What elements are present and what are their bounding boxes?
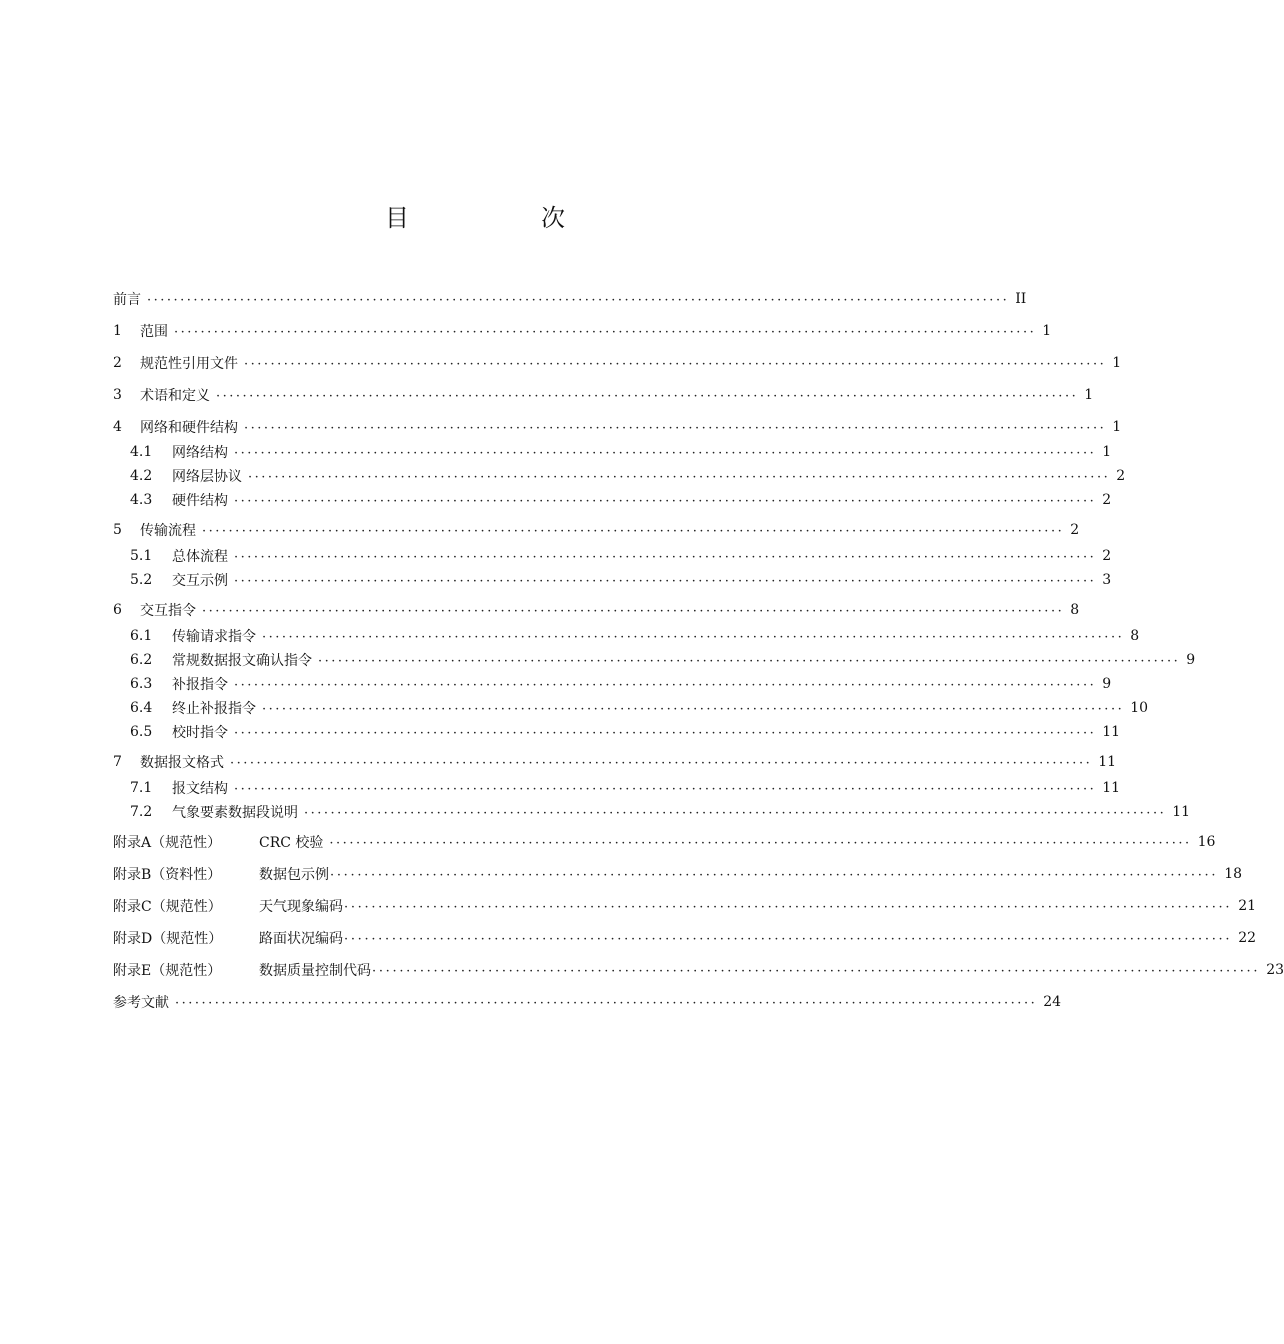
toc-page-number: 2 [1116, 468, 1126, 484]
toc-entry-bibliography[interactable] [113, 990, 1062, 1014]
toc-entry-label: 交互示例 [172, 573, 228, 589]
toc-entry-7-2[interactable] [130, 800, 1191, 824]
toc-leader-dots: ·································································································································· [330, 867, 1219, 883]
toc-page-number: 1 [1102, 444, 1112, 460]
toc-entry-label: 总体流程 [172, 549, 228, 565]
toc-entry-number: 5 [113, 522, 122, 538]
toc-leader-dots: ·································································································································· [234, 493, 1097, 509]
toc-entry-label: 参考文献 [113, 995, 169, 1011]
toc-leader-dots: ·································································································································· [372, 963, 1261, 979]
toc-entry-4[interactable] [113, 415, 1122, 439]
toc-leader-dots: ·································································································································· [175, 995, 1038, 1011]
toc-page-number: 16 [1197, 834, 1216, 850]
toc-page-number: 8 [1130, 628, 1140, 644]
toc-entry-7-1[interactable] [130, 776, 1121, 800]
toc-leader-dots: ·································································································································· [344, 899, 1233, 915]
toc-entry-number: 4.1 [130, 444, 153, 460]
toc-entry-label: 校时指令 [172, 725, 228, 741]
toc-page-number: 9 [1102, 676, 1112, 692]
toc-page-number: 2 [1070, 522, 1080, 538]
toc-leader-dots: ·································································································································· [234, 549, 1097, 565]
toc-entry-label: 数据报文格式 [140, 755, 224, 771]
toc-page-number: 1 [1042, 323, 1052, 339]
toc-page-number: 2 [1102, 492, 1112, 508]
toc-entry-label: 网络和硬件结构 [140, 420, 238, 436]
toc-entry-number: 6 [113, 602, 122, 618]
table-of-contents [113, 0, 1284, 1344]
toc-entry-4-3[interactable] [130, 488, 1112, 512]
toc-entry-number: 7.1 [130, 780, 153, 796]
toc-leader-dots: ·································································································································· [216, 388, 1079, 404]
toc-page-number: II [1015, 291, 1027, 307]
toc-leader-dots: ·································································································································· [304, 805, 1167, 821]
toc-page-number: 23 [1266, 962, 1284, 978]
toc-leader-dots: ·································································································································· [262, 629, 1125, 645]
toc-entry-number: 6.3 [130, 676, 153, 692]
toc-page-number: 2 [1102, 548, 1112, 564]
toc-entry-number: 1 [113, 323, 122, 339]
toc-leader-dots: ·································································································································· [234, 445, 1097, 461]
toc-entry-6-2[interactable] [130, 648, 1196, 672]
toc-entry-appendix-a[interactable] [113, 830, 1216, 854]
toc-entry-6-1[interactable] [130, 624, 1140, 648]
toc-entry-number: 附录A（规范性） [113, 835, 222, 851]
toc-entry-label: 数据质量控制代码 [259, 963, 371, 979]
toc-entry-label: 规范性引用文件 [140, 356, 238, 372]
toc-leader-dots: ·································································································································· [174, 324, 1037, 340]
toc-entry-number: 4 [113, 419, 122, 435]
toc-entry-4-2[interactable] [130, 464, 1126, 488]
toc-entry-number: 4.3 [130, 492, 153, 508]
toc-leader-dots: ·································································································································· [230, 755, 1093, 771]
toc-page-number: 22 [1238, 930, 1257, 946]
toc-entry-3[interactable] [113, 383, 1094, 407]
toc-page-number: 11 [1172, 804, 1191, 820]
toc-entry-label: 气象要素数据段说明 [172, 805, 298, 821]
toc-entry-label: 交互指令 [140, 603, 196, 619]
toc-entry-number: 6.4 [130, 700, 153, 716]
toc-entry-label: 天气现象编码 [259, 899, 343, 915]
toc-leader-dots: ·································································································································· [234, 573, 1097, 589]
toc-entry-number: 6.1 [130, 628, 153, 644]
toc-entry-label: 终止补报指令 [172, 701, 256, 717]
toc-entry-5-2[interactable] [130, 568, 1112, 592]
toc-entry-6-4[interactable] [130, 696, 1149, 720]
toc-page-number: 1 [1112, 419, 1122, 435]
toc-page-number: 18 [1224, 866, 1243, 882]
toc-leader-dots: ·································································································································· [202, 523, 1065, 539]
toc-entry-6-3[interactable] [130, 672, 1112, 696]
toc-entry-label: 补报指令 [172, 677, 228, 693]
toc-leader-dots: ·································································································································· [344, 931, 1233, 947]
toc-page-number: 24 [1043, 994, 1062, 1010]
toc-leader-dots: ·································································································································· [234, 725, 1097, 741]
toc-entry-number: 附录D（规范性） [113, 931, 223, 947]
toc-entry-label: 常规数据报文确认指令 [172, 653, 312, 669]
toc-leader-dots: ·································································································································· [262, 701, 1125, 717]
toc-entry-number: 4.2 [130, 468, 153, 484]
toc-page-number: 3 [1102, 572, 1112, 588]
toc-entry-label: 网络层协议 [172, 469, 242, 485]
toc-entry-7[interactable] [113, 750, 1117, 774]
toc-page-number: 1 [1084, 387, 1094, 403]
toc-entry-5[interactable] [113, 518, 1080, 542]
toc-entry-label: 传输请求指令 [172, 629, 256, 645]
toc-page-number: 9 [1186, 652, 1196, 668]
toc-entry-number: 3 [113, 387, 122, 403]
toc-entry-number: 7.2 [130, 804, 153, 820]
toc-entry-number: 2 [113, 355, 122, 371]
toc-entry-appendix-d[interactable] [113, 926, 1257, 950]
toc-entry-number: 5.2 [130, 572, 153, 588]
toc-entry-appendix-e[interactable] [113, 958, 1284, 982]
toc-entry-number: 6.2 [130, 652, 153, 668]
toc-entry-number: 附录B（资料性） [113, 867, 222, 883]
toc-leader-dots: ·································································································································· [234, 781, 1097, 797]
toc-entry-label: 路面状况编码 [259, 931, 343, 947]
toc-entry-6-5[interactable] [130, 720, 1121, 744]
toc-page-number: 11 [1098, 754, 1117, 770]
toc-entry-appendix-b[interactable] [113, 862, 1243, 886]
toc-entry-label: 硬件结构 [172, 493, 228, 509]
toc-entry-6[interactable] [113, 598, 1080, 622]
toc-entry-number: 附录C（规范性） [113, 899, 222, 915]
toc-leader-dots: ·································································································································· [244, 420, 1107, 436]
toc-entry-foreword[interactable] [113, 287, 1027, 311]
toc-entry-label: 网络结构 [172, 445, 228, 461]
toc-entry-4-1[interactable] [130, 440, 1112, 464]
toc-page-number: 8 [1070, 602, 1080, 618]
page-title: 目 次 [385, 204, 619, 232]
toc-entry-label: 报文结构 [172, 781, 228, 797]
toc-leader-dots: ·································································································································· [234, 677, 1097, 693]
toc-entry-1[interactable] [113, 319, 1052, 343]
toc-leader-dots: ·································································································································· [248, 469, 1111, 485]
toc-page-number: 11 [1102, 780, 1121, 796]
toc-entry-label: 术语和定义 [140, 388, 210, 404]
toc-entry-number: 6.5 [130, 724, 153, 740]
toc-entry-2[interactable] [113, 351, 1122, 375]
toc-entry-number: 附录E（规范性） [113, 963, 222, 979]
toc-entry-label: 前言 [113, 292, 141, 308]
toc-entry-label: 数据包示例 [259, 867, 329, 883]
toc-leader-dots: ·································································································································· [329, 835, 1192, 851]
toc-entry-appendix-c[interactable] [113, 894, 1257, 918]
toc-entry-label: 传输流程 [140, 523, 196, 539]
toc-entry-5-1[interactable] [130, 544, 1112, 568]
toc-entry-label: 范围 [140, 324, 168, 340]
toc-page-number: 10 [1130, 700, 1149, 716]
toc-leader-dots: ·································································································································· [202, 603, 1065, 619]
toc-page-number: 11 [1102, 724, 1121, 740]
toc-leader-dots: ·································································································································· [244, 356, 1107, 372]
toc-entry-number: 5.1 [130, 548, 153, 564]
toc-leader-dots: ·································································································································· [147, 292, 1010, 308]
toc-page-number: 1 [1112, 355, 1122, 371]
toc-entry-number: 7 [113, 754, 122, 770]
toc-entry-label: CRC 校验 [259, 835, 324, 851]
toc-leader-dots: ·································································································································· [318, 653, 1181, 669]
toc-page-number: 21 [1238, 898, 1257, 914]
